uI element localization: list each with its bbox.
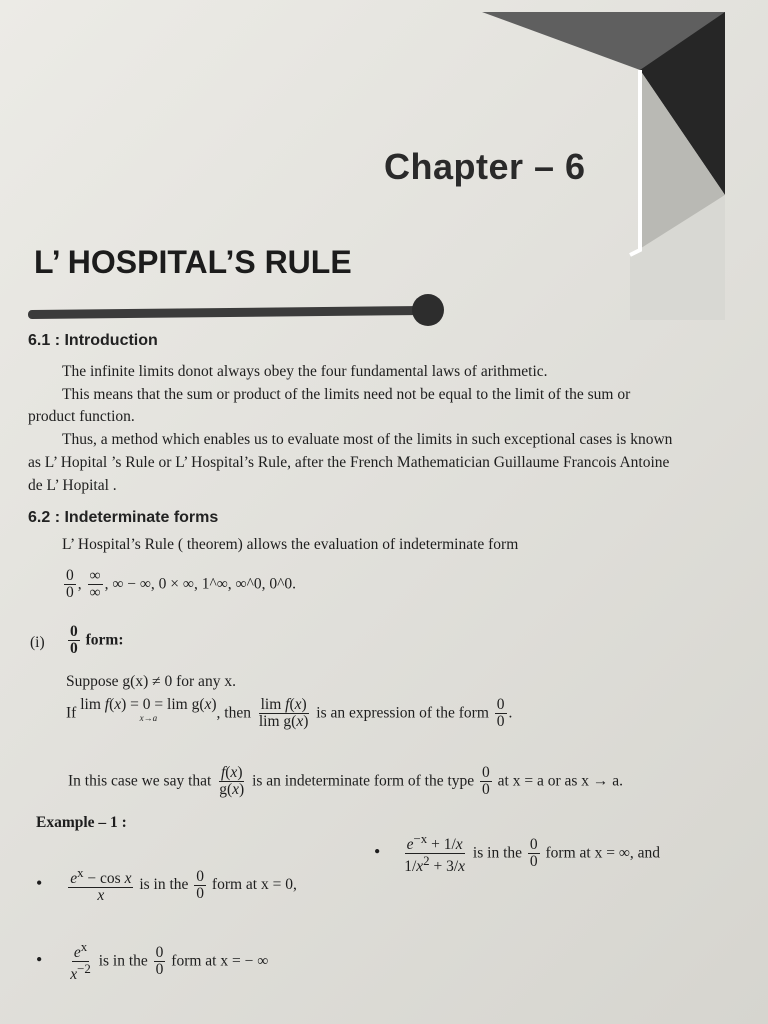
item-label: (i): [30, 634, 45, 651]
if-limit-statement: If lim f(x) = 0 = lim g(x) x→a , then $\frac{\text{lim f(x)}}{\text{lim g(x)}}$ is an expression of the form $\frac{0}{0}$ .: [66, 696, 513, 731]
suppose-statement: Suppose g(x) ≠ 0 for any x.: [66, 673, 236, 690]
bullet-icon: •: [374, 841, 381, 862]
form-label: form:: [85, 631, 124, 649]
section-6-1-heading: [28, 332, 158, 350]
other-forms: ∞ − ∞, 0 × ∞, 1^∞, ∞^0, 0^0.: [112, 575, 296, 593]
section-number: 6.2 :: [28, 509, 61, 526]
zero-over-zero-fraction: $\frac{0}{0}$: [482, 764, 490, 799]
section-6-2-heading: [28, 509, 218, 527]
expression-label: is an expression of the form: [316, 704, 489, 722]
intro-paragraph-3a: Thus, a method which enables us to evaluate most of the limits in such exceptional cases is known: [62, 431, 673, 448]
section-number: 6.1 :: [28, 332, 61, 349]
case-tail: at x = a or as x → a.: [497, 772, 624, 790]
intro-paragraph-3b: as L’ Hopital ’s Rule or L’ Hospital’s Rule, after the French Mathematician Guillaume Francois Antoine: [28, 454, 670, 471]
intro-paragraph-2b: product function.: [28, 408, 135, 425]
intro-paragraph-1: The infinite limits donot always obey the four fundamental laws of arithmetic.: [62, 363, 548, 380]
section-title: Indeterminate forms: [64, 509, 219, 526]
zero-over-zero-fraction: $\frac{0}{0}$: [155, 944, 164, 979]
example-tail: form at x = − ∞: [171, 952, 269, 970]
zero-over-zero-fraction: $\frac{0}{0}$: [70, 623, 78, 658]
bullet-icon: •: [36, 872, 43, 893]
f-over-g-fraction: $\frac{f(x)}{g(x)}$: [219, 764, 245, 799]
example-heading: Example – 1 :: [36, 814, 127, 831]
lim-fx-notation: lim f(x) = 0 = lim g(x) x→a: [80, 696, 217, 723]
example-tail: form at x = ∞, and: [545, 844, 661, 862]
page-title: L’ HOSPITAL’S RULE: [34, 244, 352, 280]
example-text: is in the: [139, 875, 189, 893]
bullet-icon: •: [36, 949, 43, 970]
example-text: is in the: [472, 844, 523, 862]
example-bullet-1: [36, 866, 297, 905]
compound-fraction: $\frac{e^{-x} + 1/x}{1/x^2 + 3/x}$: [404, 831, 466, 876]
exp-over-x-fraction: $\frac{e^x}{x^{-2}}$: [70, 939, 91, 984]
chapter-heading: Chapter – 6: [384, 146, 586, 187]
indeterminate-forms-list: $\frac{0}{0}$ , $\frac{\infty}{\infty}$ , ∞ − ∞, 0 × ∞, 1^∞, ∞^0, 0^0.: [66, 567, 296, 602]
example-bullet-2: [374, 832, 660, 876]
exp-minus-cos-fraction: $\frac{e^x - \cos x}{x}$: [70, 865, 132, 905]
type-label: is an indeterminate form of the type: [252, 772, 475, 790]
example-bullet-3: [36, 940, 268, 984]
zero-over-zero-fraction: $\frac{0}{0}$: [196, 867, 205, 902]
if-label: If: [66, 704, 77, 722]
zero-over-zero-fraction: $\frac{0}{0}$: [66, 567, 74, 602]
indeterminate-case-statement: [68, 765, 623, 799]
title-underline-bar: [28, 306, 428, 319]
zero-over-zero-fraction: $\frac{0}{0}$: [496, 696, 505, 731]
case-label: In this case we say that: [68, 772, 212, 790]
title-underline-knob: [412, 294, 444, 326]
then-label: , then: [216, 704, 251, 722]
zero-zero-form-heading: [66, 624, 124, 658]
section-title: Introduction: [64, 332, 158, 349]
limit-ratio-fraction: $\frac{\text{lim f(x)}}{\text{lim g(x)}}$: [258, 696, 309, 731]
inf-over-inf-fraction: $\frac{\infty}{\infty}$: [89, 567, 101, 602]
intro-paragraph-2a: This means that the sum or product of the limits need not be equal to the limit of the sum or: [62, 386, 631, 403]
zero-over-zero-fraction: $\frac{0}{0}$: [529, 836, 538, 871]
example-tail: form at x = 0,: [211, 875, 297, 893]
intro-paragraph-3c: de L’ Hopital .: [28, 477, 117, 494]
example-text: is in the: [98, 952, 148, 970]
indeterminate-intro: L’ Hospital’s Rule ( theorem) allows the evaluation of indeterminate form: [62, 536, 519, 553]
